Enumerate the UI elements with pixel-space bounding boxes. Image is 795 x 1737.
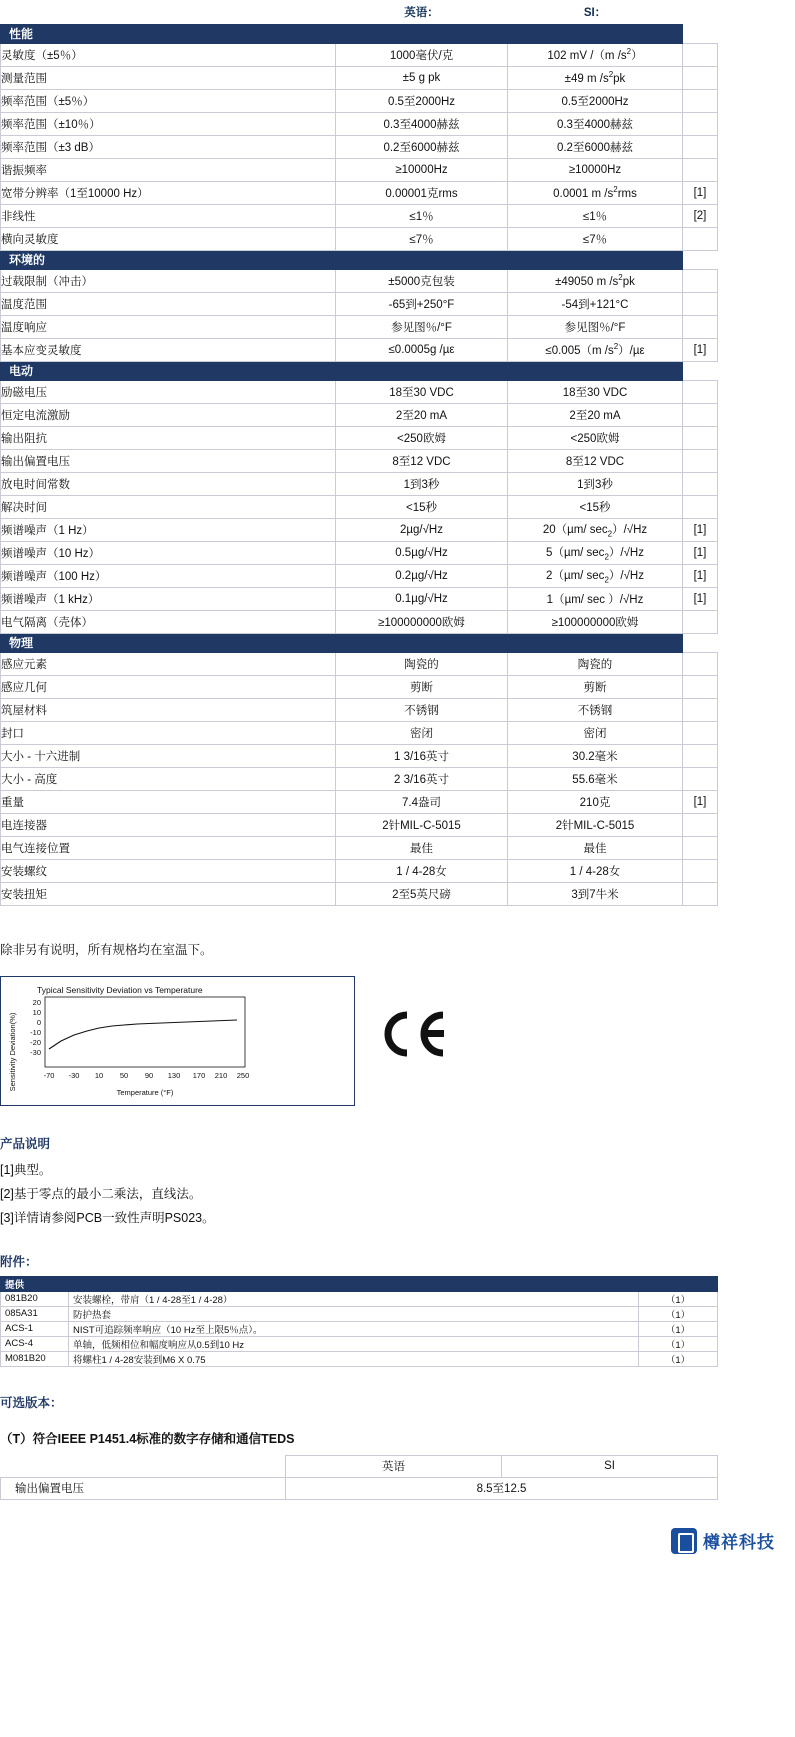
spec-table-body <box>1 0 718 905</box>
accessory-quantity: （1） <box>639 1306 718 1321</box>
spec-note <box>683 744 718 767</box>
accessories-supplied-label: 提供 <box>1 1276 718 1291</box>
spec-value-english: 0.3至4000赫兹 <box>336 112 508 135</box>
spec-value-si: ≥10000Hz <box>508 158 683 181</box>
product-note-item: [2]基于零点的最小二乘法，直线法。 <box>0 1186 202 1201</box>
spec-value-si: 不锈钢 <box>508 698 683 721</box>
spec-row <box>1 587 718 610</box>
spec-note <box>683 89 718 112</box>
spec-row-label: 温度响应 <box>1 315 336 338</box>
optional-col-si: SI <box>502 1455 718 1477</box>
spec-note: [1] <box>683 587 718 610</box>
section-note-blank <box>683 633 718 652</box>
accessories-table-body <box>1 1276 718 1366</box>
spec-note <box>683 882 718 905</box>
optional-table <box>0 1455 718 1500</box>
spec-value-si: 102 mV /（m $/s^2$） <box>508 43 683 66</box>
spec-row <box>1 315 718 338</box>
spec-note <box>683 652 718 675</box>
spec-value-si: 剪断 <box>508 675 683 698</box>
accessories-title: 附件： <box>0 1254 38 1269</box>
spec-value-english: 0.5µg/√Hz <box>336 541 508 564</box>
spec-note <box>683 269 718 292</box>
section-note-blank <box>683 250 718 269</box>
spec-row <box>1 449 718 472</box>
spec-row-label: 大小 - 高度 <box>1 767 336 790</box>
spec-row-label: 频谱噪声（10 Hz） <box>1 541 336 564</box>
optional-col-english: 英语 <box>286 1455 502 1477</box>
logo-mark-icon <box>671 1528 697 1554</box>
spec-value-si: ±49 m $/s^2pk$ <box>508 66 683 89</box>
spec-row <box>1 675 718 698</box>
spec-value-si: 陶瓷的 <box>508 652 683 675</box>
accessory-quantity: （1） <box>639 1336 718 1351</box>
spec-value-english: 参见图％/°F <box>336 315 508 338</box>
spec-value-si: ≥100000000欧姆 <box>508 610 683 633</box>
spec-row-label: 过载限制（冲击） <box>1 269 336 292</box>
spec-value-si: 210克 <box>508 790 683 813</box>
optional-row-name: 输出偏置电压 <box>1 1477 286 1499</box>
spec-value-english: 1到3秒 <box>336 472 508 495</box>
spec-note <box>683 610 718 633</box>
spec-row <box>1 292 718 315</box>
spec-value-si: <250欧姆 <box>508 426 683 449</box>
section-header-row <box>1 633 718 652</box>
spec-value-si: 2（µm/ $\sec_2)/√Hz$ <box>508 564 683 587</box>
spec-value-si: -54到+121°C <box>508 292 683 315</box>
spec-value-si: 0.5至2000Hz <box>508 89 683 112</box>
spec-value-english: 2针MIL-C-5015 <box>336 813 508 836</box>
spec-row <box>1 790 718 813</box>
spec-row-label: 励磁电压 <box>1 380 336 403</box>
spec-row-label: 频率范围（±5％） <box>1 89 336 112</box>
spec-row <box>1 204 718 227</box>
accessory-model: ACS-1 <box>1 1321 69 1336</box>
spec-note <box>683 403 718 426</box>
room-temp-footnote: 除非另有说明，所有规格均在室温下。 <box>0 942 213 957</box>
section-title: 物理 <box>1 633 683 652</box>
spec-value-english: 0.5至2000Hz <box>336 89 508 112</box>
spec-value-english: 0.2至6000赫兹 <box>336 135 508 158</box>
accessory-quantity: （1） <box>639 1351 718 1366</box>
spec-note <box>683 675 718 698</box>
spec-value-english: <250欧姆 <box>336 426 508 449</box>
product-note-item: [1]典型。 <box>0 1162 52 1177</box>
spec-note: [1] <box>683 541 718 564</box>
spec-note <box>683 380 718 403</box>
spec-value-si: ≤7％ <box>508 227 683 250</box>
section-header-row <box>1 24 718 43</box>
svg-text:10: 10 <box>94 1070 104 1080</box>
spec-row <box>1 426 718 449</box>
spec-row <box>1 698 718 721</box>
spec-row <box>1 158 718 181</box>
accessory-row <box>1 1321 718 1336</box>
spec-value-english: 1000毫伏/克 <box>336 43 508 66</box>
spec-value-si: 18至30 VDC <box>508 380 683 403</box>
accessory-description: 单轴，低频相位和幅度响应从0.5到10 Hz <box>69 1336 639 1351</box>
svg-text:0: 0 <box>36 1017 41 1027</box>
spec-row-label: 安装扭矩 <box>1 882 336 905</box>
spec-row-label: 恒定电流激励 <box>1 403 336 426</box>
spec-value-english: <15秒 <box>336 495 508 518</box>
spec-row <box>1 721 718 744</box>
spec-value-si: 3到7牛米 <box>508 882 683 905</box>
spec-value-si: <15秒 <box>508 495 683 518</box>
spec-row-label: 电气隔离（壳体） <box>1 610 336 633</box>
chart-title: Typical Sensitivity Deviation vs Temperature <box>37 984 203 995</box>
spec-row-label: 大小 - 十六进制 <box>1 744 336 767</box>
spec-row <box>1 66 718 89</box>
spec-note <box>683 836 718 859</box>
spec-value-english: ≥100000000欧姆 <box>336 610 508 633</box>
accessory-description: 安装螺栓，带肩（1 / 4-28至1 / 4-28） <box>69 1291 639 1306</box>
spec-row-label: 感应几何 <box>1 675 336 698</box>
accessories-table <box>0 1276 718 1367</box>
spec-value-si: 20（µm/ $\sec_2)/√Hz$ <box>508 518 683 541</box>
spec-value-si: 0.0001 m $/s^2rms$ <box>508 181 683 204</box>
spec-row-label: 温度范围 <box>1 292 336 315</box>
spec-row <box>1 338 718 361</box>
spec-row-label: 横向灵敏度 <box>1 227 336 250</box>
spec-value-si: 8至12 VDC <box>508 449 683 472</box>
section-title: 电动 <box>1 361 683 380</box>
section-header-row <box>1 250 718 269</box>
section-note-blank <box>683 361 718 380</box>
spec-row <box>1 813 718 836</box>
accessory-description: NIST可追踪频率响应（10 Hz至上限5％点）。 <box>69 1321 639 1336</box>
sensitivity-chart <box>0 976 355 1106</box>
product-note-item: [3]详情请参阅PCB一致性声明PS023。 <box>0 1210 215 1225</box>
spec-note: [2] <box>683 204 718 227</box>
optional-table-body <box>1 1455 718 1499</box>
section-title: 环境的 <box>1 250 683 269</box>
spec-value-english: 2 3/16英寸 <box>336 767 508 790</box>
accessory-row <box>1 1351 718 1366</box>
spec-note <box>683 315 718 338</box>
spec-row-label: 筑屋材料 <box>1 698 336 721</box>
spec-value-si: 1（µm/ sec ）/√Hz <box>508 587 683 610</box>
ce-mark-icon <box>377 1008 447 1063</box>
spec-row-label: 频谱噪声（100 Hz） <box>1 564 336 587</box>
svg-text:-70: -70 <box>43 1070 55 1080</box>
spec-row-label: 重量 <box>1 790 336 813</box>
spec-row <box>1 135 718 158</box>
spec-row <box>1 859 718 882</box>
spec-row-label: 频谱噪声（1 kHz） <box>1 587 336 610</box>
spec-value-english: ±5 g pk <box>336 66 508 89</box>
spec-row <box>1 472 718 495</box>
spec-note <box>683 227 718 250</box>
spec-row <box>1 836 718 859</box>
specification-table <box>0 0 718 906</box>
spec-value-english: ≥10000Hz <box>336 158 508 181</box>
spec-row <box>1 564 718 587</box>
optional-teds-subtitle: （T）符合IEEE P1451.4标准的数字存储和通信TEDS <box>0 1431 295 1446</box>
spec-value-si: ≤0.005（m $/s^2)/\mu\varepsilon$ <box>508 338 683 361</box>
logo-text: 樽祥科技 <box>703 1533 775 1552</box>
svg-text:130: 130 <box>167 1070 181 1080</box>
svg-text:-20: -20 <box>30 1037 41 1047</box>
spec-value-si: 5（µm/ $\sec_2)/√Hz$ <box>508 541 683 564</box>
section-note-blank <box>683 24 718 43</box>
spec-value-english: 8至12 VDC <box>336 449 508 472</box>
spec-note <box>683 135 718 158</box>
spec-note: [1] <box>683 518 718 541</box>
spec-row-label: 感应元素 <box>1 652 336 675</box>
spec-row <box>1 767 718 790</box>
svg-text:90: 90 <box>144 1070 154 1080</box>
optional-header-blank <box>1 1455 286 1477</box>
unit-header-blank <box>1 0 336 24</box>
accessories-header-row <box>1 1276 718 1291</box>
spec-value-english: 18至30 VDC <box>336 380 508 403</box>
spec-row <box>1 89 718 112</box>
svg-text:50: 50 <box>119 1070 129 1080</box>
spec-note <box>683 426 718 449</box>
chart-svg <box>1 977 354 1105</box>
spec-note: [1] <box>683 181 718 204</box>
product-notes-title: 产品说明 <box>0 1136 51 1151</box>
spec-value-english: 最佳 <box>336 836 508 859</box>
spec-note <box>683 66 718 89</box>
svg-text:10: 10 <box>32 1007 41 1017</box>
accessory-description: 防护热套 <box>69 1306 639 1321</box>
svg-text:20: 20 <box>32 997 41 1007</box>
spec-note <box>683 472 718 495</box>
spec-row-label: 电连接器 <box>1 813 336 836</box>
spec-value-english: 2至5英尺磅 <box>336 882 508 905</box>
unit-header-note <box>683 0 718 24</box>
spec-value-si: 1 / 4-28女 <box>508 859 683 882</box>
accessory-description: 将螺柱1 / 4-28安装到M6 X 0.75 <box>69 1351 639 1366</box>
spec-value-english: 陶瓷的 <box>336 652 508 675</box>
chart-and-ce-row <box>0 976 795 1106</box>
spec-row <box>1 882 718 905</box>
spec-row-label: 电气连接位置 <box>1 836 336 859</box>
spec-row-label: 输出阻抗 <box>1 426 336 449</box>
spec-value-si: 0.2至6000赫兹 <box>508 135 683 158</box>
spec-row-label: 输出偏置电压 <box>1 449 336 472</box>
section-header-row <box>1 361 718 380</box>
spec-note <box>683 158 718 181</box>
unit-header-row <box>1 0 718 24</box>
spec-row <box>1 610 718 633</box>
spec-value-english: 2至20 mA <box>336 403 508 426</box>
accessory-model: ACS-4 <box>1 1336 69 1351</box>
svg-text:250: 250 <box>236 1070 250 1080</box>
spec-value-english: 2µg/√Hz <box>336 518 508 541</box>
optional-versions-title: 可选版本： <box>0 1395 63 1410</box>
spec-value-si: 2针MIL-C-5015 <box>508 813 683 836</box>
company-logo <box>0 1528 795 1554</box>
accessory-row <box>1 1291 718 1306</box>
spec-row-label: 灵敏度（±5％） <box>1 43 336 66</box>
spec-value-si: 2至20 mA <box>508 403 683 426</box>
spec-row <box>1 403 718 426</box>
spec-value-si: 参见图％/°F <box>508 315 683 338</box>
spec-row <box>1 541 718 564</box>
accessory-row <box>1 1336 718 1351</box>
spec-value-english: ±5000克包装 <box>336 269 508 292</box>
accessory-model: M081B20 <box>1 1351 69 1366</box>
spec-row-label: 解决时间 <box>1 495 336 518</box>
spec-value-si: 1到3秒 <box>508 472 683 495</box>
spec-note <box>683 813 718 836</box>
accessory-row <box>1 1306 718 1321</box>
optional-data-row <box>1 1477 718 1499</box>
spec-row-label: 安装螺纹 <box>1 859 336 882</box>
unit-header-si: SI： <box>583 6 607 19</box>
spec-value-english: 0.00001克rms <box>336 181 508 204</box>
spec-row-label: 频谱噪声（1 Hz） <box>1 518 336 541</box>
svg-text:-10: -10 <box>30 1027 41 1037</box>
svg-text:210: 210 <box>214 1070 228 1080</box>
spec-value-english: 0.2µg/√Hz <box>336 564 508 587</box>
spec-row <box>1 495 718 518</box>
accessory-model: 085A31 <box>1 1306 69 1321</box>
spec-row <box>1 269 718 292</box>
spec-row <box>1 43 718 66</box>
spec-value-si: 密闭 <box>508 721 683 744</box>
product-notes-list <box>0 1160 795 1226</box>
unit-header-english: 英语： <box>404 6 439 19</box>
spec-value-si: 最佳 <box>508 836 683 859</box>
spec-row <box>1 518 718 541</box>
accessory-model: 081B20 <box>1 1291 69 1306</box>
spec-row-label: 宽带分辨率（1至10000 Hz） <box>1 181 336 204</box>
spec-row <box>1 181 718 204</box>
spec-row-label: 谐振频率 <box>1 158 336 181</box>
spec-row-label: 测量范围 <box>1 66 336 89</box>
spec-value-english: 不锈钢 <box>336 698 508 721</box>
spec-value-si: 0.3至4000赫兹 <box>508 112 683 135</box>
spec-value-english: ≤1％ <box>336 204 508 227</box>
spec-note <box>683 859 718 882</box>
spec-value-english: ≤7％ <box>336 227 508 250</box>
spec-row <box>1 112 718 135</box>
optional-header-row <box>1 1455 718 1477</box>
spec-note <box>683 767 718 790</box>
spec-value-english: -65到+250°F <box>336 292 508 315</box>
spec-value-si: ≤1％ <box>508 204 683 227</box>
spec-value-si: 30.2毫米 <box>508 744 683 767</box>
svg-text:-30: -30 <box>68 1070 80 1080</box>
svg-text:Temperature (°F): Temperature (°F) <box>116 1087 174 1097</box>
spec-value-english: 7.4盎司 <box>336 790 508 813</box>
spec-note: [1] <box>683 338 718 361</box>
spec-note <box>683 43 718 66</box>
spec-value-si: 55.6毫米 <box>508 767 683 790</box>
section-title: 性能 <box>1 24 683 43</box>
spec-row-label: 放电时间常数 <box>1 472 336 495</box>
spec-note <box>683 495 718 518</box>
spec-row-label: 频率范围（±10％） <box>1 112 336 135</box>
spec-row-label: 封口 <box>1 721 336 744</box>
spec-value-english: 0.1µg/√Hz <box>336 587 508 610</box>
spec-value-english: 剪断 <box>336 675 508 698</box>
spec-note <box>683 449 718 472</box>
optional-row-value: 8.5至12.5 <box>286 1477 718 1499</box>
spec-note <box>683 698 718 721</box>
spec-note <box>683 721 718 744</box>
spec-row <box>1 227 718 250</box>
spec-row <box>1 380 718 403</box>
spec-row <box>1 744 718 767</box>
spec-row <box>1 652 718 675</box>
svg-text:Sensitivity Deviation(%): Sensitivity Deviation(%) <box>8 1012 17 1091</box>
spec-row-label: 非线性 <box>1 204 336 227</box>
spec-note <box>683 112 718 135</box>
svg-text:-30: -30 <box>30 1047 41 1057</box>
accessory-quantity: （1） <box>639 1291 718 1306</box>
spec-value-english: ≤0.0005g /µε <box>336 338 508 361</box>
spec-value-si: ±49050 m $/s^2pk$ <box>508 269 683 292</box>
spec-row-label: 频率范围（±3 dB） <box>1 135 336 158</box>
accessory-quantity: （1） <box>639 1321 718 1336</box>
spec-value-english: 1 3/16英寸 <box>336 744 508 767</box>
svg-text:170: 170 <box>192 1070 206 1080</box>
spec-note: [1] <box>683 790 718 813</box>
spec-value-english: 密闭 <box>336 721 508 744</box>
spec-row-label: 基本应变灵敏度 <box>1 338 336 361</box>
spec-note <box>683 292 718 315</box>
spec-value-english: 1 / 4-28女 <box>336 859 508 882</box>
spec-note: [1] <box>683 564 718 587</box>
